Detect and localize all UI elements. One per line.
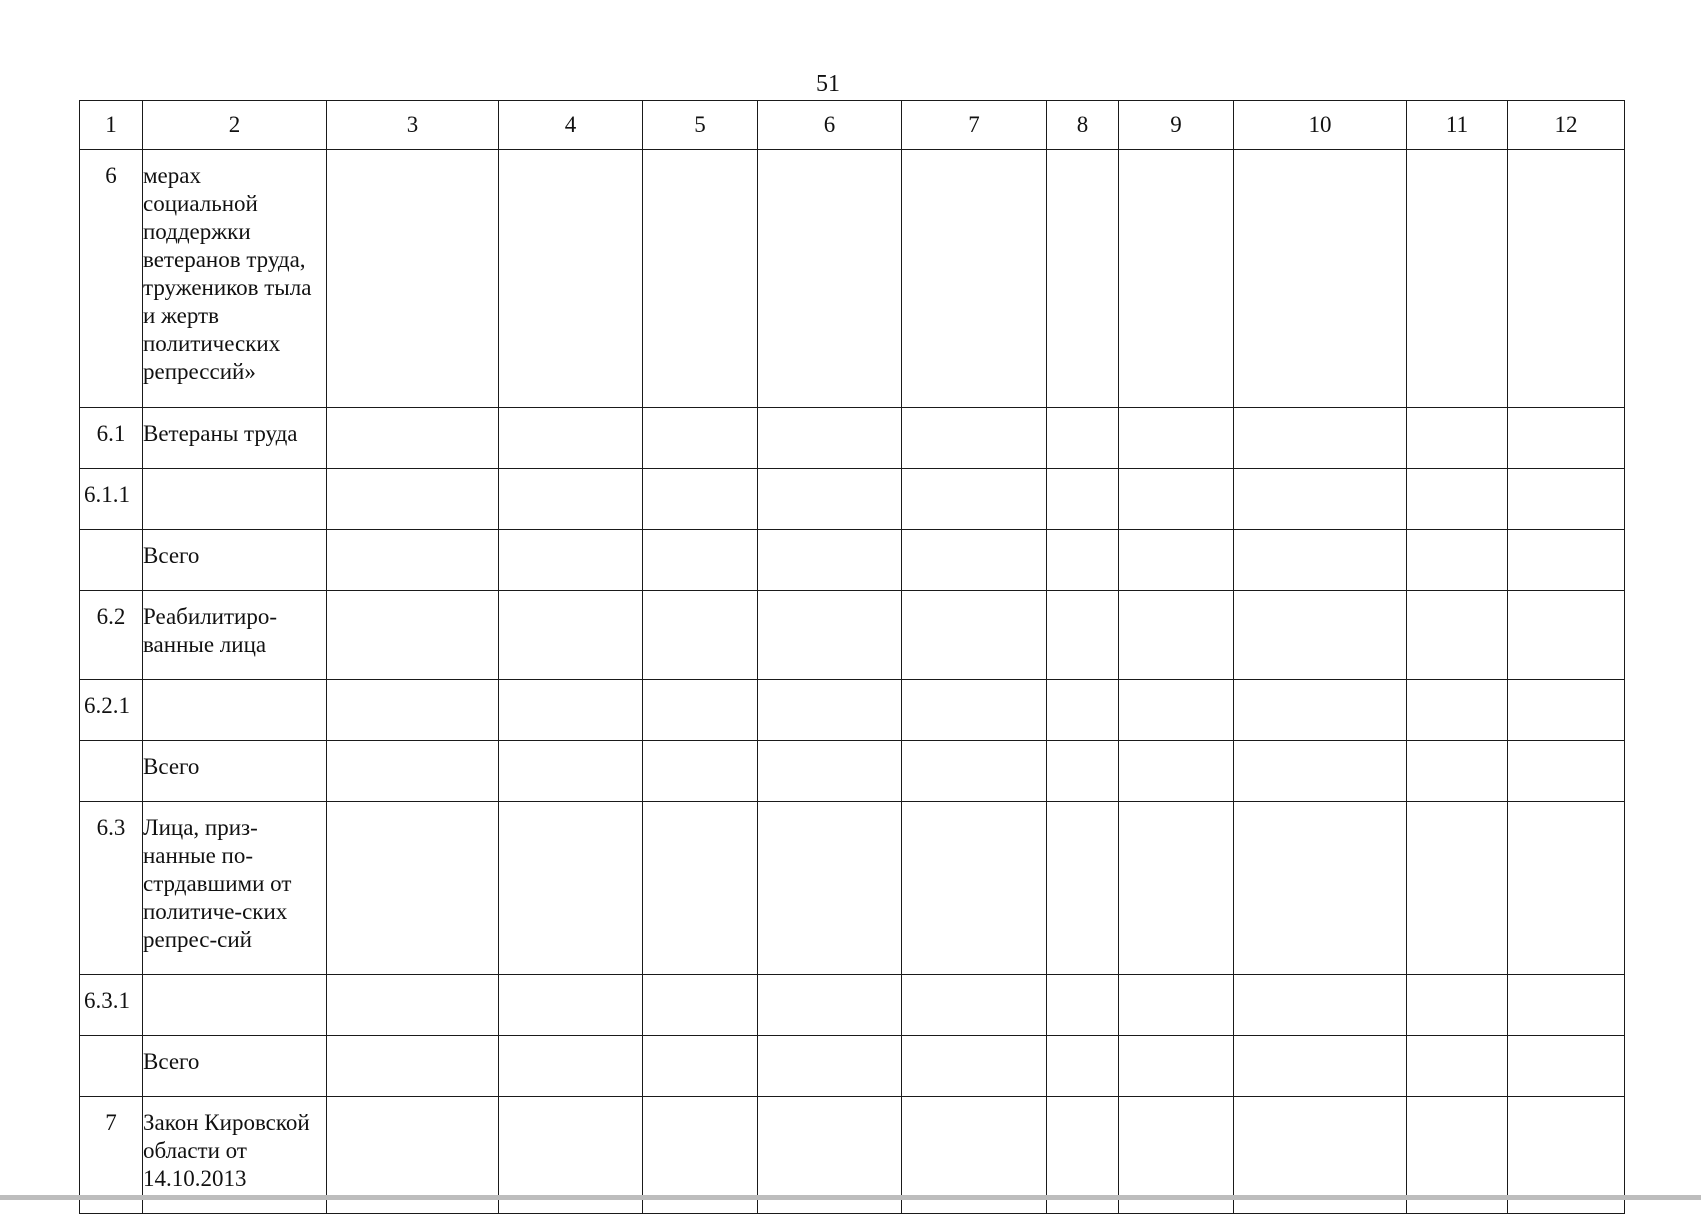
row-number [80, 1036, 143, 1097]
table-cell [499, 975, 643, 1036]
table-cell [1234, 741, 1407, 802]
table-cell [758, 741, 902, 802]
row-number: 7 [80, 1097, 143, 1214]
row-label [143, 975, 327, 1036]
table-cell [1047, 1036, 1119, 1097]
table-cell [902, 975, 1047, 1036]
table-cell [1047, 150, 1119, 408]
table-cell [1234, 530, 1407, 591]
table-cell [1234, 408, 1407, 469]
table-cell [1407, 975, 1508, 1036]
table-cell [1047, 591, 1119, 680]
row-number: 6 [80, 150, 143, 408]
table-cell [902, 1036, 1047, 1097]
table-cell [1407, 469, 1508, 530]
table-row [80, 802, 1625, 975]
table-cell [902, 408, 1047, 469]
table-cell [902, 680, 1047, 741]
table-cell [1119, 680, 1234, 741]
table-cell [902, 741, 1047, 802]
column-header: 1 [80, 101, 143, 150]
table-row [80, 469, 1625, 530]
row-number: 6.1 [80, 408, 143, 469]
table-cell [643, 975, 758, 1036]
table-cell [1047, 530, 1119, 591]
table-cell [327, 530, 499, 591]
page-number: 51 [816, 71, 840, 97]
row-number: 6.3 [80, 802, 143, 975]
table-cell [1119, 1036, 1234, 1097]
row-label: мерах социальной поддержки ветеранов труда, тружеников тыла и жертв политических репрессий» [143, 150, 327, 408]
table-cell [1407, 1036, 1508, 1097]
table-cell [1508, 975, 1625, 1036]
row-label: Реабилитиро- ванные лица [143, 591, 327, 680]
table-cell [327, 975, 499, 1036]
table-cell [327, 802, 499, 975]
table-cell [1508, 408, 1625, 469]
table-cell [327, 591, 499, 680]
table-cell [758, 150, 902, 408]
table-cell [1234, 591, 1407, 680]
table-cell [499, 1036, 643, 1097]
table-cell [1047, 680, 1119, 741]
table-cell [758, 802, 902, 975]
table-row [80, 741, 1625, 802]
row-number: 6.2 [80, 591, 143, 680]
table-cell [902, 591, 1047, 680]
column-header: 7 [902, 101, 1047, 150]
table-cell [327, 1036, 499, 1097]
table-cell [1407, 680, 1508, 741]
scan-bottom-edge [0, 1195, 1701, 1200]
table-cell [1407, 802, 1508, 975]
form-table [79, 100, 1625, 1214]
table-cell [1234, 1036, 1407, 1097]
column-header: 6 [758, 101, 902, 150]
table-cell [902, 150, 1047, 408]
table-row [80, 150, 1625, 408]
table-cell [643, 150, 758, 408]
table-cell [1508, 591, 1625, 680]
table-cell [1047, 469, 1119, 530]
table-cell [1119, 802, 1234, 975]
table-cell [327, 469, 499, 530]
row-number [80, 741, 143, 802]
table-cell [1047, 802, 1119, 975]
table-cell [758, 530, 902, 591]
table-row [80, 530, 1625, 591]
row-number: 6.2.1 [80, 680, 143, 741]
column-header: 8 [1047, 101, 1119, 150]
table-cell [643, 591, 758, 680]
column-header: 2 [143, 101, 327, 150]
row-number [80, 530, 143, 591]
table-cell [1234, 802, 1407, 975]
table-cell [499, 741, 643, 802]
table-cell [758, 680, 902, 741]
table-cell [1508, 530, 1625, 591]
table-cell [499, 408, 643, 469]
table-cell [1508, 802, 1625, 975]
column-header: 3 [327, 101, 499, 150]
table-row [80, 975, 1625, 1036]
table-cell [643, 408, 758, 469]
table-cell [1047, 975, 1119, 1036]
table-cell [499, 469, 643, 530]
table-cell [1119, 975, 1234, 1036]
table-cell [758, 469, 902, 530]
table-cell [499, 680, 643, 741]
table-cell [499, 802, 643, 975]
table-cell [1407, 741, 1508, 802]
table-cell [499, 591, 643, 680]
table-cell [327, 680, 499, 741]
table-cell [1234, 150, 1407, 408]
table-row [80, 408, 1625, 469]
row-label: Лица, приз- нанные по- стрдавшими от политиче-ских репрес-сий [143, 802, 327, 975]
table-cell [1407, 591, 1508, 680]
table-cell [758, 975, 902, 1036]
table-cell [1407, 408, 1508, 469]
row-label [143, 469, 327, 530]
column-header: 12 [1508, 101, 1625, 150]
table-cell [902, 469, 1047, 530]
table-cell [643, 741, 758, 802]
table-header-row [80, 101, 1625, 150]
table-cell [327, 150, 499, 408]
table-cell [327, 408, 499, 469]
table-cell [643, 469, 758, 530]
table-cell [499, 530, 643, 591]
row-number: 6.1.1 [80, 469, 143, 530]
row-label [143, 680, 327, 741]
table-cell [758, 591, 902, 680]
table-cell [758, 1036, 902, 1097]
column-header: 10 [1234, 101, 1407, 150]
row-number: 6.3.1 [80, 975, 143, 1036]
table-cell [758, 408, 902, 469]
table-cell [1407, 150, 1508, 408]
table-cell [1508, 680, 1625, 741]
table-cell [1119, 408, 1234, 469]
table-cell [643, 802, 758, 975]
table-row [80, 680, 1625, 741]
table-row [80, 1036, 1625, 1097]
table-cell [499, 150, 643, 408]
table-cell [1508, 469, 1625, 530]
table-cell [1508, 1036, 1625, 1097]
table-row [80, 591, 1625, 680]
table-cell [902, 802, 1047, 975]
table-cell [327, 741, 499, 802]
table-cell [1234, 469, 1407, 530]
table-cell [643, 1036, 758, 1097]
table-cell [643, 680, 758, 741]
column-header: 9 [1119, 101, 1234, 150]
table-cell [1047, 408, 1119, 469]
table-cell [1047, 741, 1119, 802]
table-cell [1119, 741, 1234, 802]
row-label: Ветераны труда [143, 408, 327, 469]
table-cell [902, 530, 1047, 591]
table-cell [1119, 530, 1234, 591]
column-header: 5 [643, 101, 758, 150]
table-cell [1234, 975, 1407, 1036]
table-cell [1119, 469, 1234, 530]
column-header: 4 [499, 101, 643, 150]
row-label: Закон Кировской области от 14.10.2013 [143, 1097, 327, 1214]
table-cell [1508, 150, 1625, 408]
table-cell [643, 530, 758, 591]
row-label: Всего [143, 530, 327, 591]
row-label: Всего [143, 1036, 327, 1097]
table-cell [1407, 530, 1508, 591]
column-header: 11 [1407, 101, 1508, 150]
table-cell [1234, 680, 1407, 741]
row-label: Всего [143, 741, 327, 802]
table-cell [1119, 150, 1234, 408]
table-cell [1508, 741, 1625, 802]
table-cell [1119, 591, 1234, 680]
